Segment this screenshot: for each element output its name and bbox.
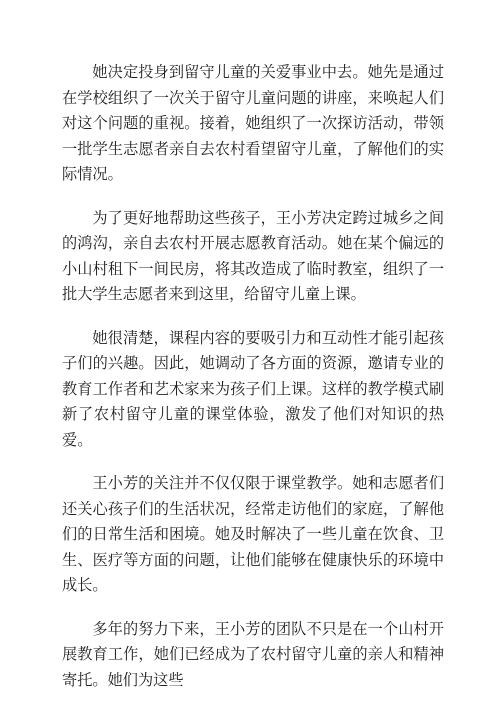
paragraph-3: 她很清楚，课程内容的要吸引力和互动性才能引起孩子们的兴趣。因此，她调动了各方面的资源，邀请专业的教育工作者和艺术家来为孩子们上课。这样的教学模式刷新了农村留守儿童的课堂体验，激发了他们对知识的热爱。 xyxy=(62,328,444,449)
paragraph-1: 她决定投身到留守儿童的关爱事业中去。她先是通过在学校组织了一次关于留守儿童问题的讲座，来唤起人们对这个问题的重视。接着，她组织了一次探访活动，带领一批学生志愿者亲自去农村看望留守儿童，了解他们的实际情况。 xyxy=(62,63,444,183)
document-body xyxy=(62,60,444,711)
paragraph-5: 多年的努力下来，王小芳的团队不只是在一个山村开展教育工作，她们已经成为了农村留守儿童的亲人和精神寄托。她们为这些 xyxy=(62,619,444,689)
paragraph-4: 王小芳的关注并不仅仅限于课堂教学。她和志愿者们还关心孩子们的生活状况，经常走访他们的家庭，了解他们的日常生活和困境。她及时解决了一些儿童在饮食、卫生、医疗等方面的问题，让他们能够在健康快乐的环境中成长。 xyxy=(62,474,444,594)
paragraph-2: 为了更好地帮助这些孩子，王小芳决定跨过城乡之间的鸿沟，亲自去农村开展志愿教育活动。她在某个偏远的小山村租下一间民房，将其改造成了临时教室，组织了一批大学生志愿者来到这里，给留守儿童上课。 xyxy=(62,208,444,303)
